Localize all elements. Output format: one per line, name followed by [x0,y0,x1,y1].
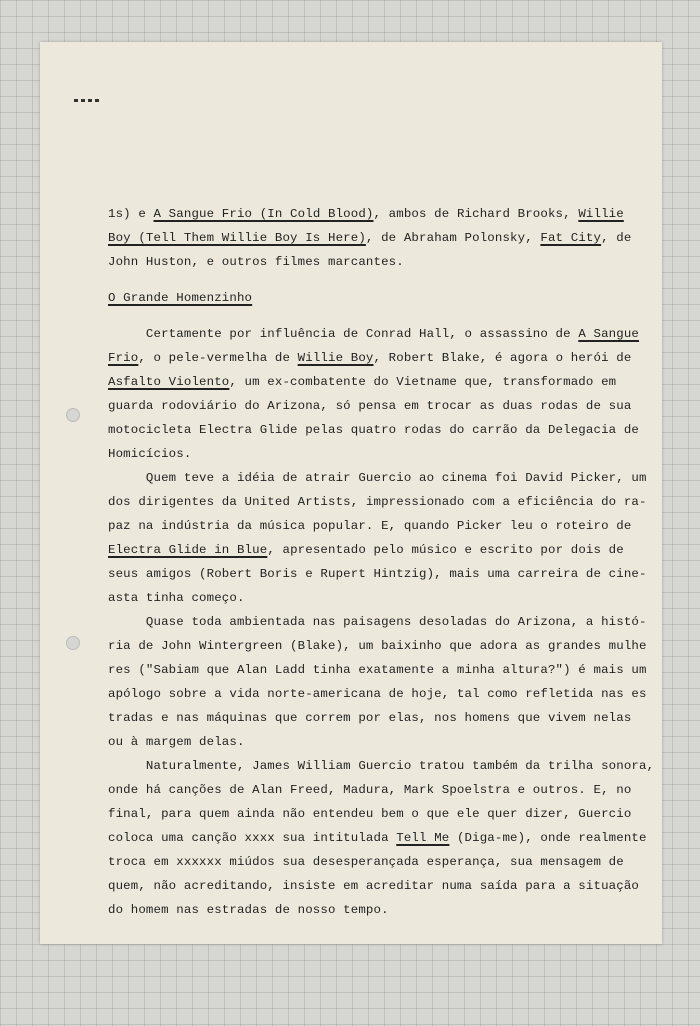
ink-marks [74,89,114,93]
heading-text: O Grande Homenzinho [108,291,253,305]
line-text: Certamente por influência de Conrad Hall, o assassino de [108,327,579,341]
film-title: A Sangue [578,327,639,341]
line-text: paz na indústria da música popular. E, quando Picker leu o roteiro de [108,519,632,533]
line-text: (Diga-me), onde realmente [449,831,647,845]
line-text: Naturalmente, James William Guercio tratou também da trilha sonora, [108,759,655,773]
text-line [108,202,628,226]
film-title: Electra Glide in Blue [108,543,268,557]
film-title: Willie Boy [297,351,374,365]
film-title: Asfalto Violento [108,375,230,389]
text-line [108,706,632,730]
text-line [108,514,632,538]
line-text: tradas e nas máquinas que correm por elas, nos homens que vivem nelas [108,711,632,725]
text-line [108,394,632,418]
text-line [108,442,628,466]
section-heading [108,286,628,310]
line-text: dos dirigentes da United Artists, impressionado com a eficiência do ra- [108,495,647,509]
text-line [108,850,628,874]
document-body [108,202,655,922]
text-line [108,610,647,634]
line-text: quem, não acreditando, insiste em acreditar numa saída para a situação [108,879,639,893]
line-text: John Huston, e outros filmes marcantes. [108,255,404,269]
line-text: , apresentado pelo músico e escrito por dois de [267,543,624,557]
line-text: asta tinha começo. [108,591,245,605]
text-line [108,634,647,658]
film-title: Boy (Tell Them Willie Boy Is Here) [108,231,366,245]
text-line [108,538,628,562]
film-title: Frio [108,351,139,365]
text-line [108,466,647,490]
text-line [108,322,639,346]
text-line [108,682,647,706]
line-text: Quem teve a idéia de atrair Guercio ao cinema foi David Picker, um [108,471,647,485]
punch-hole [66,636,80,650]
text-line [108,226,632,250]
film-title: Fat City [540,231,602,245]
text-line [108,874,639,898]
text-line [108,490,647,514]
line-text: ria de John Wintergreen (Blake), um baixinho que adora as grandes mulhe [108,639,647,653]
text-line [108,658,647,682]
line-text: , um ex-combatente do Vietname que, transformado em [229,375,617,389]
line-text: res ("Sabiam que Alan Ladd tinha exatamente a minha altura?") é mais um [108,663,647,677]
line-text: seus amigos (Robert Boris e Rupert Hintzig), mais uma carreira de cine- [108,567,647,581]
text-line [108,898,628,922]
text-line [108,802,632,826]
line-text: , o pele-vermelha de [138,351,298,365]
text-line [108,250,628,274]
line-text: final, para quem ainda não entendeu bem o que ele quer dizer, Guercio [108,807,632,821]
line-text: motocicleta Electra Glide pelas quatro rodas do carrão da Delegacia de [108,423,639,437]
line-text: , de [601,231,632,245]
text-line [108,778,632,802]
text-line [108,370,628,394]
text-line [108,418,639,442]
line-text: onde há canções de Alan Freed, Madura, Mark Spoelstra e outros. E, no [108,783,632,797]
line-text: do homem nas estradas de nosso tempo. [108,903,389,917]
text-line [108,730,628,754]
text-line [108,826,647,850]
text-line [108,346,632,370]
line-text: guarda rodoviário do Arizona, só pensa em trocar as duas rodas de sua [108,399,632,413]
text-line [108,562,647,586]
line-text: apólogo sobre a vida norte-americana de hoje, tal como refletida nas es [108,687,647,701]
song-title: Tell Me [396,831,450,845]
line-text: , ambos de Richard Brooks, [373,207,579,221]
film-title: A Sangue Frio (In Cold Blood) [153,207,374,221]
text-line [108,586,628,610]
line-text: , de Abraham Polonsky, [365,231,541,245]
line-text: troca em xxxxxx miúdos sua desesperançada esperança, sua mensagem de [108,855,624,869]
line-text: 1s) e [108,207,154,221]
film-title: Willie [578,207,624,221]
line-text: Quase toda ambientada nas paisagens desoladas do Arizona, a histó- [108,615,647,629]
punch-hole [66,408,80,422]
line-text: , Robert Blake, é agora o herói de [373,351,632,365]
line-text: ou à margem delas. [108,735,245,749]
text-line [108,754,655,778]
line-text: coloca uma canção xxxx sua intitulada [108,831,397,845]
line-text: Homicícios. [108,447,192,461]
